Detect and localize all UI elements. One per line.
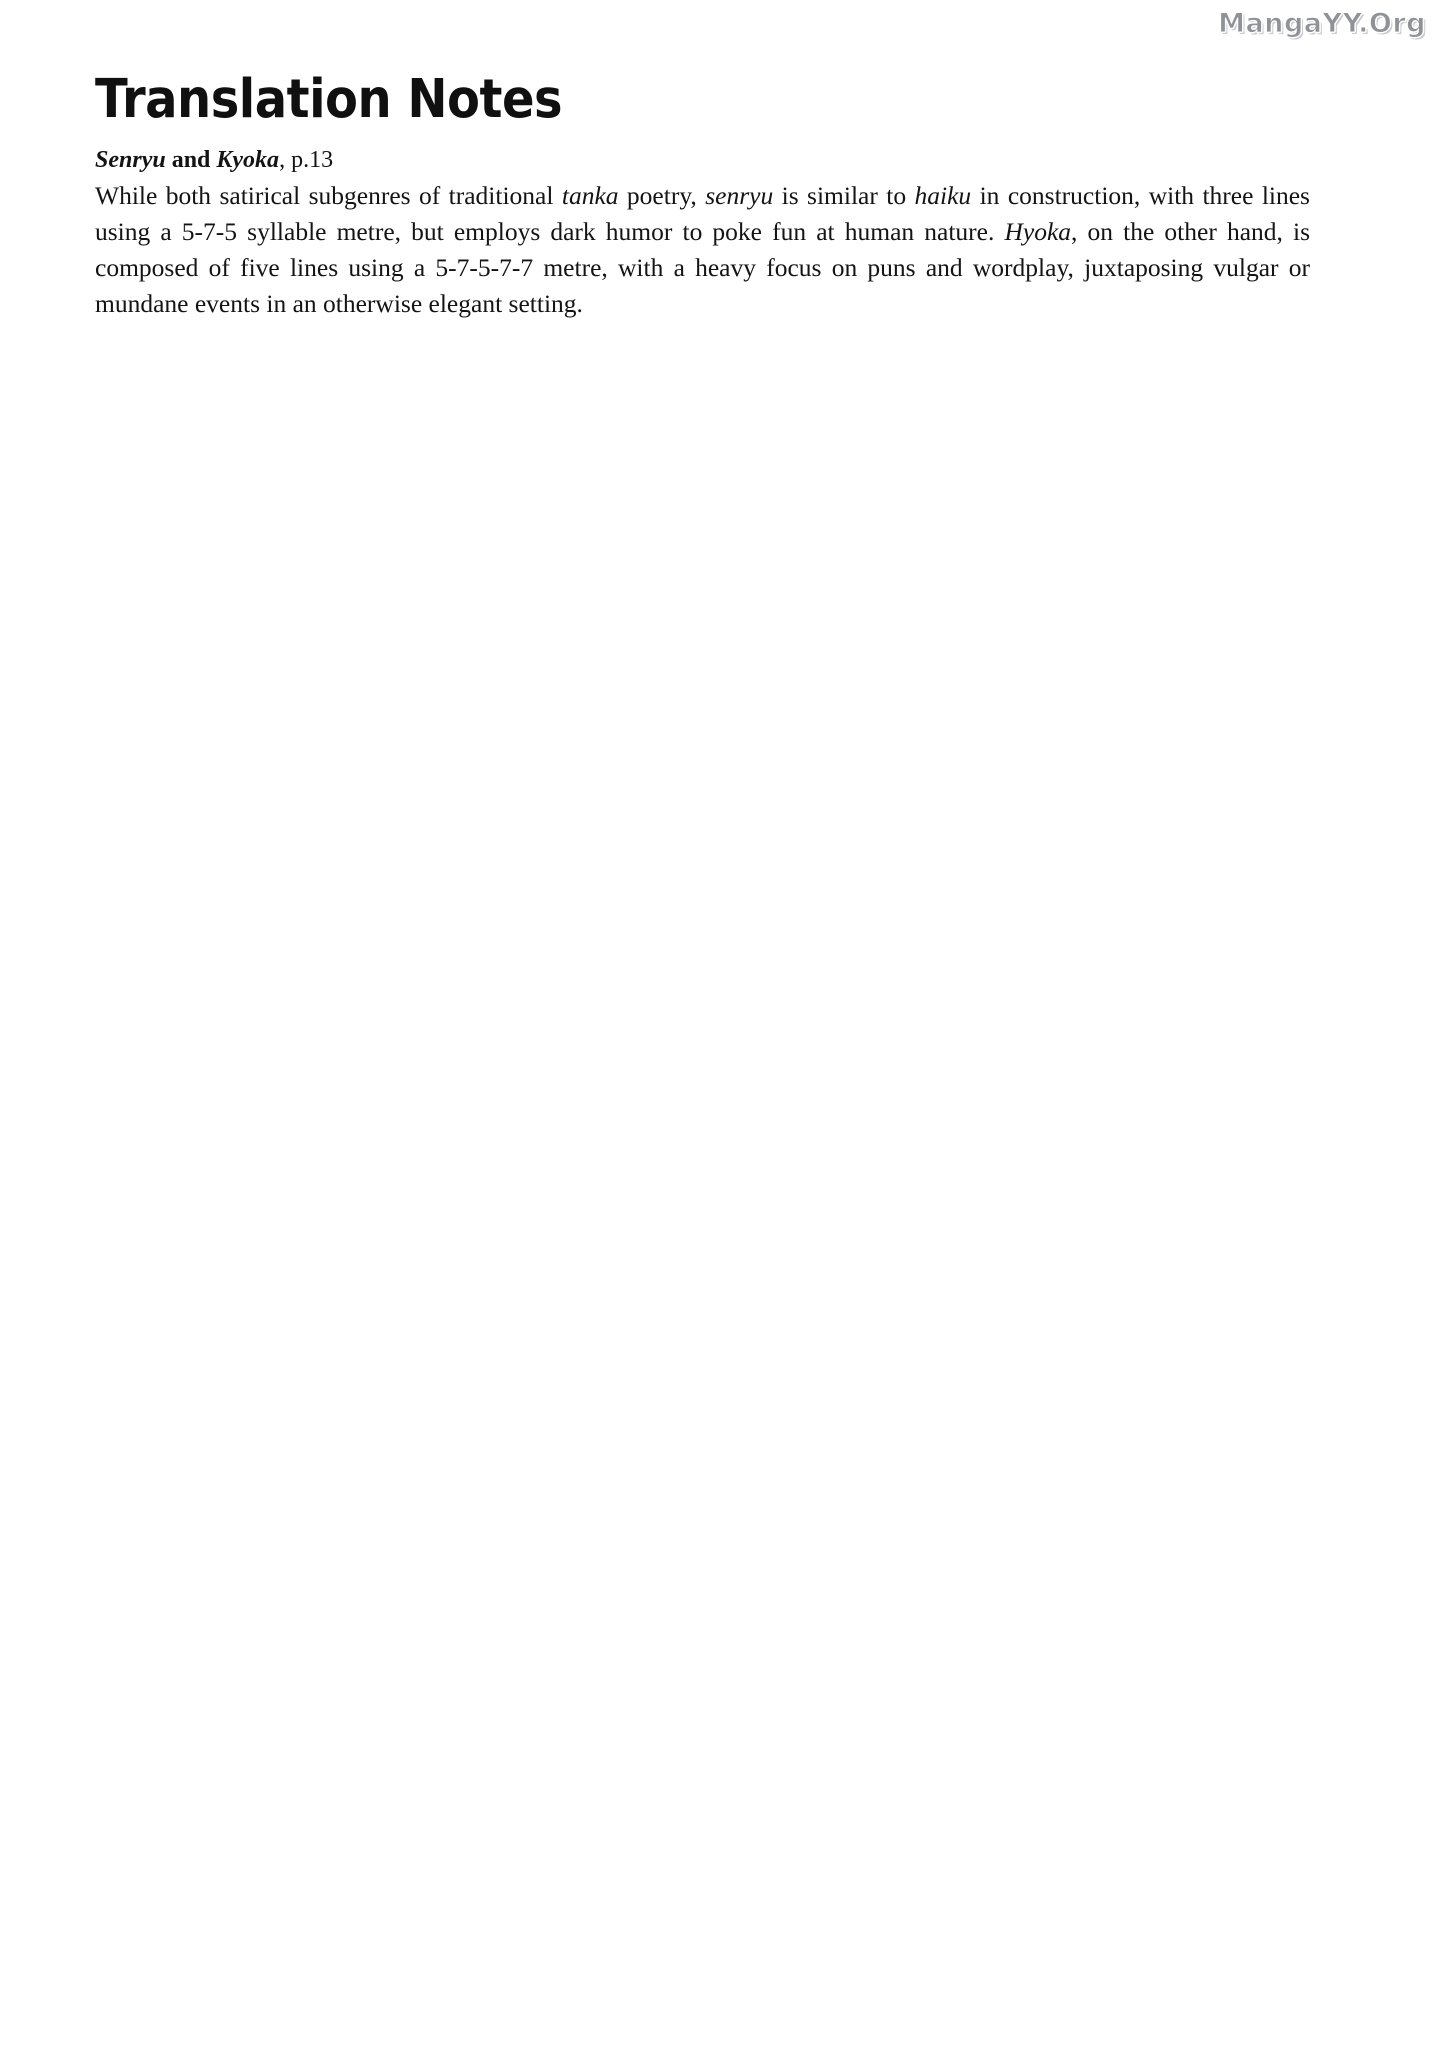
site-watermark: MangaYY.Org — [1218, 8, 1426, 39]
page-content — [95, 67, 1320, 322]
note-heading — [95, 145, 1320, 176]
note-term-kyoka: Kyoka — [216, 146, 280, 173]
note-heading-conjunction: and — [165, 146, 217, 173]
note-body-text: While both satirical subgenres of traditional tanka poetry, senryu is similar to haiku in construction, with three lines using a 5-7-5 syllable metre, but employs dark humor to poke fun at human nature. Hyoka, on the other hand, is composed of five lines using a 5-7-5-7-7 metre, with a heavy focus on puns and wordplay, juxtaposing vulgar or mundane events in an otherwise elegant setting. — [95, 180, 1311, 319]
page-title: Translation Notes — [95, 67, 563, 131]
note-page-reference: , p.13 — [279, 146, 334, 173]
note-term-senryu: Senryu — [95, 146, 166, 173]
note-entry — [95, 145, 1320, 323]
